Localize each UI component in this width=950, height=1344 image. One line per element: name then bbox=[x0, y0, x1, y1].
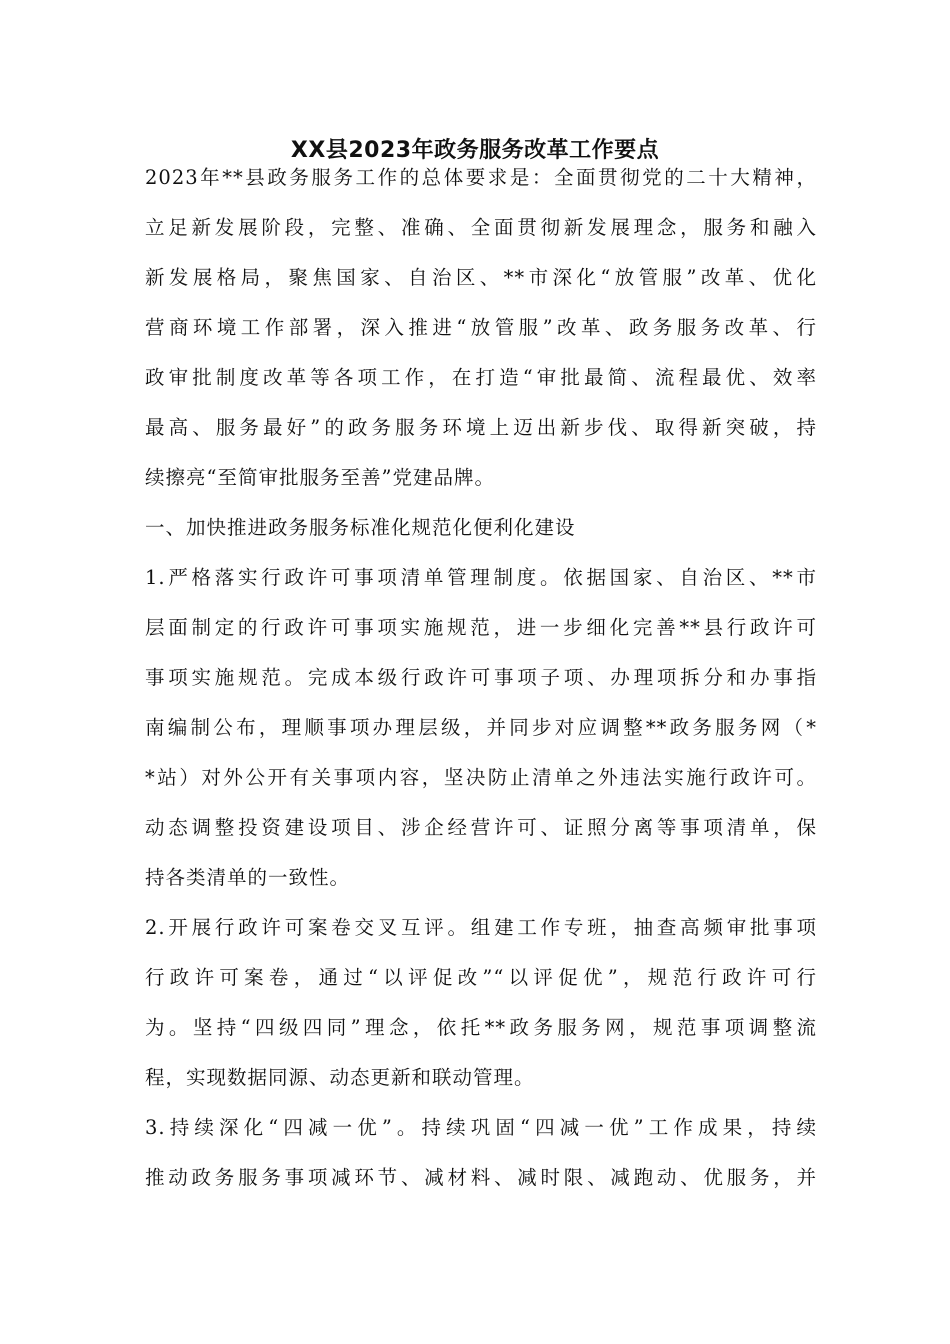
section-heading: 一、加快推进政务服务标准化规范化便利化建设 bbox=[145, 516, 576, 539]
text-line: 3.持续深化“四减一优”。持续巩固“四减一优”工作成果，持续 bbox=[145, 1116, 817, 1139]
text-line: 为。坚持“四级四同”理念，依托**政务服务网，规范事项调整流 bbox=[145, 1016, 817, 1039]
text-line: 1.严格落实行政许可事项清单管理制度。依据国家、自治区、**市 bbox=[145, 566, 817, 589]
text-line: 立足新发展阶段，完整、准确、全面贯彻新发展理念，服务和融入 bbox=[145, 216, 817, 239]
document-title: XX县2023年政务服务改革工作要点 bbox=[290, 138, 660, 163]
text-line: 动态调整投资建设项目、涉企经营许可、证照分离等事项清单，保 bbox=[145, 816, 817, 839]
text-line: 持各类清单的一致性。 bbox=[145, 866, 351, 889]
item-2-paragraph bbox=[145, 903, 817, 1103]
text-line: 政审批制度改革等各项工作，在打造“审批最简、流程最优、效率 bbox=[145, 366, 817, 389]
text-line: 续擦亮“至简审批服务至善”党建品牌。 bbox=[145, 466, 495, 489]
text-line: 2.开展行政许可案卷交叉互评。组建工作专班，抽查高频审批事项 bbox=[145, 916, 817, 939]
text-line: 推动政务服务事项减环节、减材料、减时限、减跑动、优服务，并 bbox=[145, 1166, 817, 1189]
text-line: 事项实施规范。完成本级行政许可事项子项、办理项拆分和办事指 bbox=[145, 666, 817, 689]
text-line: 行政许可案卷，通过“以评促改”“以评促优”，规范行政许可行 bbox=[145, 966, 817, 989]
text-line: 南编制公布，理顺事项办理层级，并同步对应调整**政务服务网（* bbox=[145, 716, 817, 739]
text-line: 2023年**县政务服务工作的总体要求是：全面贯彻党的二十大精神， bbox=[145, 166, 817, 189]
text-line: 层面制定的行政许可事项实施规范，进一步细化完善**县行政许可 bbox=[145, 616, 817, 639]
text-line: *站）对外公开有关事项内容，坚决防止清单之外违法实施行政许可。 bbox=[145, 766, 817, 789]
text-line: 营商环境工作部署，深入推进“放管服”改革、政务服务改革、行 bbox=[145, 316, 817, 339]
intro-paragraph bbox=[145, 153, 817, 503]
text-line: 最高、服务最好”的政务服务环境上迈出新步伐、取得新突破，持 bbox=[145, 416, 817, 439]
item-3-paragraph bbox=[145, 1103, 817, 1203]
text-line: 程，实现数据同源、动态更新和联动管理。 bbox=[145, 1066, 535, 1089]
text-line: 新发展格局，聚焦国家、自治区、**市深化“放管服”改革、优化 bbox=[145, 266, 817, 289]
document-body bbox=[145, 153, 817, 1203]
item-1-paragraph bbox=[145, 553, 817, 903]
